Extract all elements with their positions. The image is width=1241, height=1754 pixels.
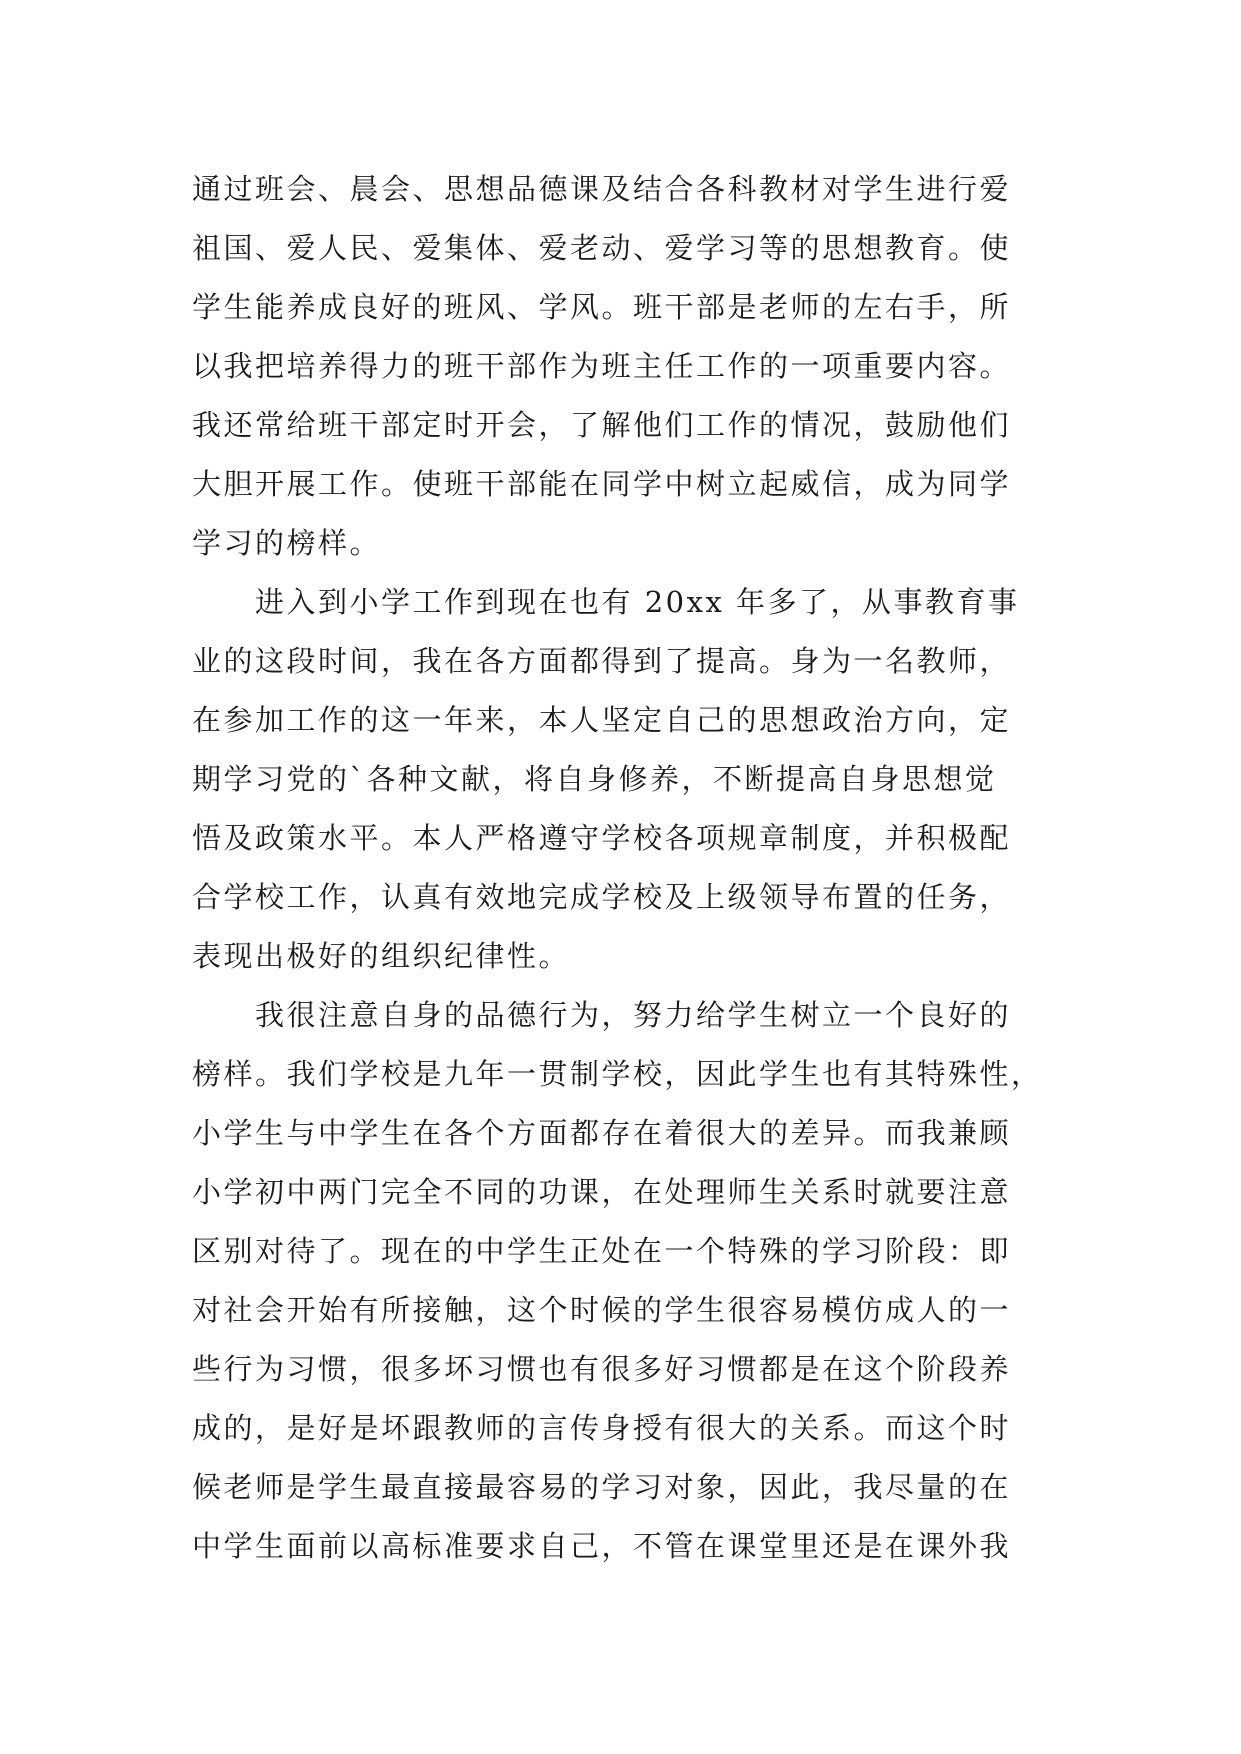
- text-line: 表现出极好的组织纪律性。: [192, 939, 571, 973]
- text-line: 悟及政策水平。本人严格遵守学校各项规章制度，并积极配: [192, 821, 1012, 855]
- text-line: 候老师是学生最直接最容易的学习对象，因此，我尽量的在: [192, 1470, 1012, 1504]
- text-line: 大胆开展工作。使班干部能在同学中树立起威信，成为同学: [192, 467, 1012, 501]
- text-line: 学生能养成良好的班风、学风。班干部是老师的左右手，所: [192, 290, 1012, 324]
- text-line: 小学生与中学生在各个方面都存在着很大的差异。而我兼顾: [192, 1116, 1012, 1150]
- text-line: 合学校工作，认真有效地完成学校及上级领导布置的任务，: [192, 880, 1012, 914]
- text-line: 些行为习惯，很多坏习惯也有很多好习惯都是在这个阶段养: [192, 1352, 1012, 1386]
- text-line: 对社会开始有所接触，这个时候的学生很容易模仿成人的一: [192, 1293, 1012, 1327]
- text-line: 祖国、爱人民、爱集体、爱老动、爱学习等的思想教育。使: [192, 231, 1012, 265]
- text-line: 通过班会、晨会、思想品德课及结合各科教材对学生进行爱: [192, 172, 1012, 206]
- text-line: 学习的榜样。: [192, 526, 382, 560]
- text-line: 小学初中两门完全不同的功课，在处理师生关系时就要注意: [192, 1175, 1012, 1209]
- body-text: [192, 160, 1052, 1576]
- text-line: 中学生面前以高标准要求自己，不管在课堂里还是在课外我: [192, 1529, 1012, 1563]
- text-line: 我还常给班干部定时开会，了解他们工作的情况，鼓励他们: [192, 408, 1012, 442]
- text-line: 成的，是好是坏跟教师的言传身授有很大的关系。而这个时: [192, 1411, 1012, 1445]
- text-line: 我很注意自身的品德行为，努力给学生树立一个良好的: [192, 998, 1012, 1032]
- text-line: 以我把培养得力的班干部作为班主任工作的一项重要内容。: [192, 349, 1012, 383]
- text-line: 期学习党的`各种文献，将自身修养，不断提高自身思想觉: [192, 762, 997, 796]
- text-line: 榜样。我们学校是九年一贯制学校，因此学生也有其特殊性，: [192, 1057, 1043, 1091]
- text-line: 进入到小学工作到现在也有 20xx 年多了，从事教育事: [192, 585, 1020, 619]
- text-line: 在参加工作的这一年来，本人坚定自己的思想政治方向，定: [192, 703, 1012, 737]
- text-line: 业的这段时间，我在各方面都得到了提高。身为一名教师，: [192, 644, 1012, 678]
- text-line: 区别对待了。现在的中学生正处在一个特殊的学习阶段：即: [192, 1234, 1012, 1268]
